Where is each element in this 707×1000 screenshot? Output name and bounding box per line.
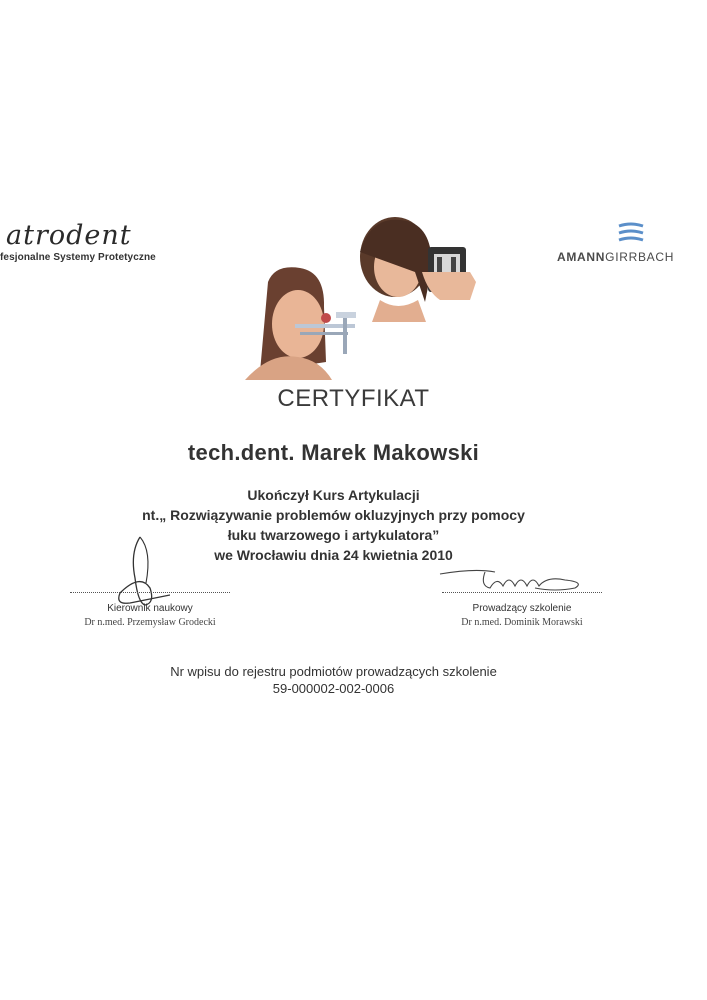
signature-block-right	[432, 592, 612, 628]
amanngirrbach-logo	[556, 222, 706, 267]
topic-line: nt.„ Rozwiązywanie problemów okluzyjnych przy pomocy	[142, 507, 525, 523]
atrodent-logo	[0, 222, 220, 272]
signature-line	[442, 592, 602, 593]
recipient-name: tech.dent. Marek Makowski	[187, 440, 480, 465]
signer-name: Dr n.med. Dominik Morawski	[461, 617, 583, 628]
signature-line	[70, 592, 230, 593]
atrodent-tagline: fesjonalne Systemy Protetyczne	[0, 252, 156, 263]
registry-label: Nr wpisu do rejestru podmiotów prowadzących szkolenie	[170, 664, 497, 679]
signature-block-left	[60, 592, 240, 628]
date-line: we Wrocławiu dnia 24 kwietnia 2010	[214, 547, 453, 563]
face-bow-articulator-photo	[240, 212, 490, 380]
signer-role: Kierownik naukowy	[107, 603, 193, 614]
registry-number: 59-000002-002-0006	[272, 681, 395, 696]
signer-role: Prowadzący szkolenie	[472, 603, 572, 614]
registry-info	[0, 663, 667, 697]
signer-name: Dr n.med. Przemysław Grodecki	[84, 617, 216, 628]
atrodent-wordmark-icon	[4, 222, 214, 252]
amanngirrbach-brand: AMANNGIRRBACH	[557, 250, 675, 264]
atrodent-wordmark: atrodent	[6, 222, 132, 251]
certificate-title: CERTYFIKAT	[277, 385, 430, 412]
topic-line-cont: łuku twarzowego i artykulatora”	[227, 527, 440, 543]
course-line: Ukończył Kurs Artykulacji	[247, 487, 420, 503]
wave-lines-icon	[618, 222, 644, 244]
